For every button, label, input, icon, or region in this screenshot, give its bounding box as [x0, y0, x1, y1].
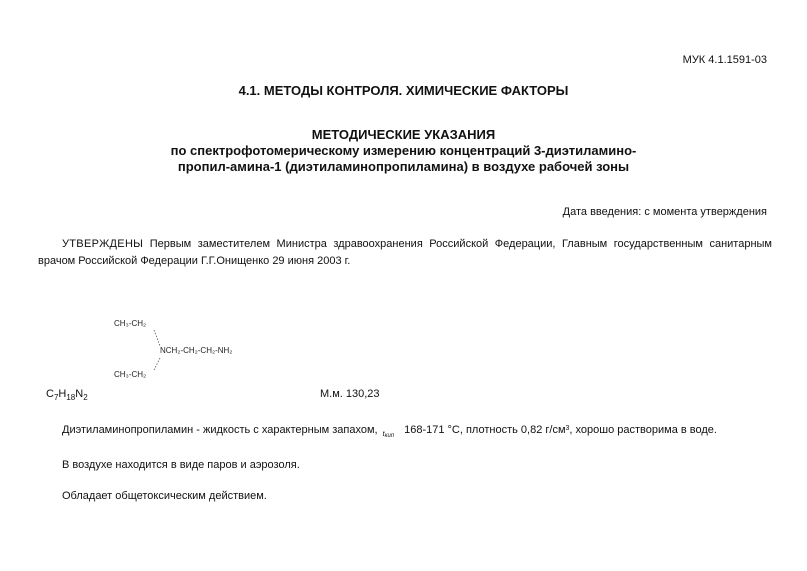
- property-paragraph-state: В воздухе находится в виде паров и аэрозоля.: [62, 459, 300, 471]
- property-paragraph-physical: Диэтиламинопропиламин - жидкость с характерным запахом, tкип 168-171 °С, плотность 0,82 $г/см^3$, хорошо растворима в воде.: [62, 424, 717, 439]
- introduction-date: Дата введения: с момента утверждения: [562, 206, 767, 218]
- approval-text: Первым заместителем Министра здравоохранения Российской Федерации, Главным государственным санитарным врачом Российской Федерации Г.Г.Онищенко 29 июня 2003 г.: [38, 238, 772, 267]
- molecular-formula: $C_7H_{18}N_2$: [46, 388, 88, 402]
- density-exponent: 3: [565, 425, 570, 432]
- property-paragraph-toxicity: Обладает общетоксическим действием.: [62, 490, 267, 502]
- formula-top-group: CH₃-CH₂: [114, 319, 147, 328]
- formula-bottom-group: CH₃-CH₂: [114, 370, 147, 379]
- boiling-point-symbol: tкип: [382, 431, 395, 439]
- molecular-mass: М.м. 130,23: [320, 388, 380, 400]
- document-title: [0, 127, 807, 175]
- approval-paragraph: [38, 236, 772, 270]
- formula-bond-bottom: [154, 358, 160, 370]
- approval-lead: УТВЕРЖДЕНЫ: [62, 238, 144, 250]
- structural-formula: [100, 310, 300, 390]
- formula-bond-top: [154, 330, 160, 346]
- title-line-1: МЕТОДИЧЕСКИЕ УКАЗАНИЯ: [311, 127, 496, 142]
- document-code: МУК 4.1.1591-03: [682, 54, 767, 66]
- structural-formula-drawing: [100, 310, 300, 390]
- formula-chain: NCH₂-CH₂-CH₂-NH₂: [160, 346, 233, 355]
- title-line-2: по спектрофотомерическому измерению концентраций 3-диэтиламино-: [170, 143, 637, 158]
- title-line-3: пропил-амина-1 (диэтиламинопропиламина) в воздухе рабочей зоны: [177, 159, 630, 174]
- section-title: 4.1. МЕТОДЫ КОНТРОЛЯ. ХИМИЧЕСКИЕ ФАКТОРЫ: [238, 83, 569, 98]
